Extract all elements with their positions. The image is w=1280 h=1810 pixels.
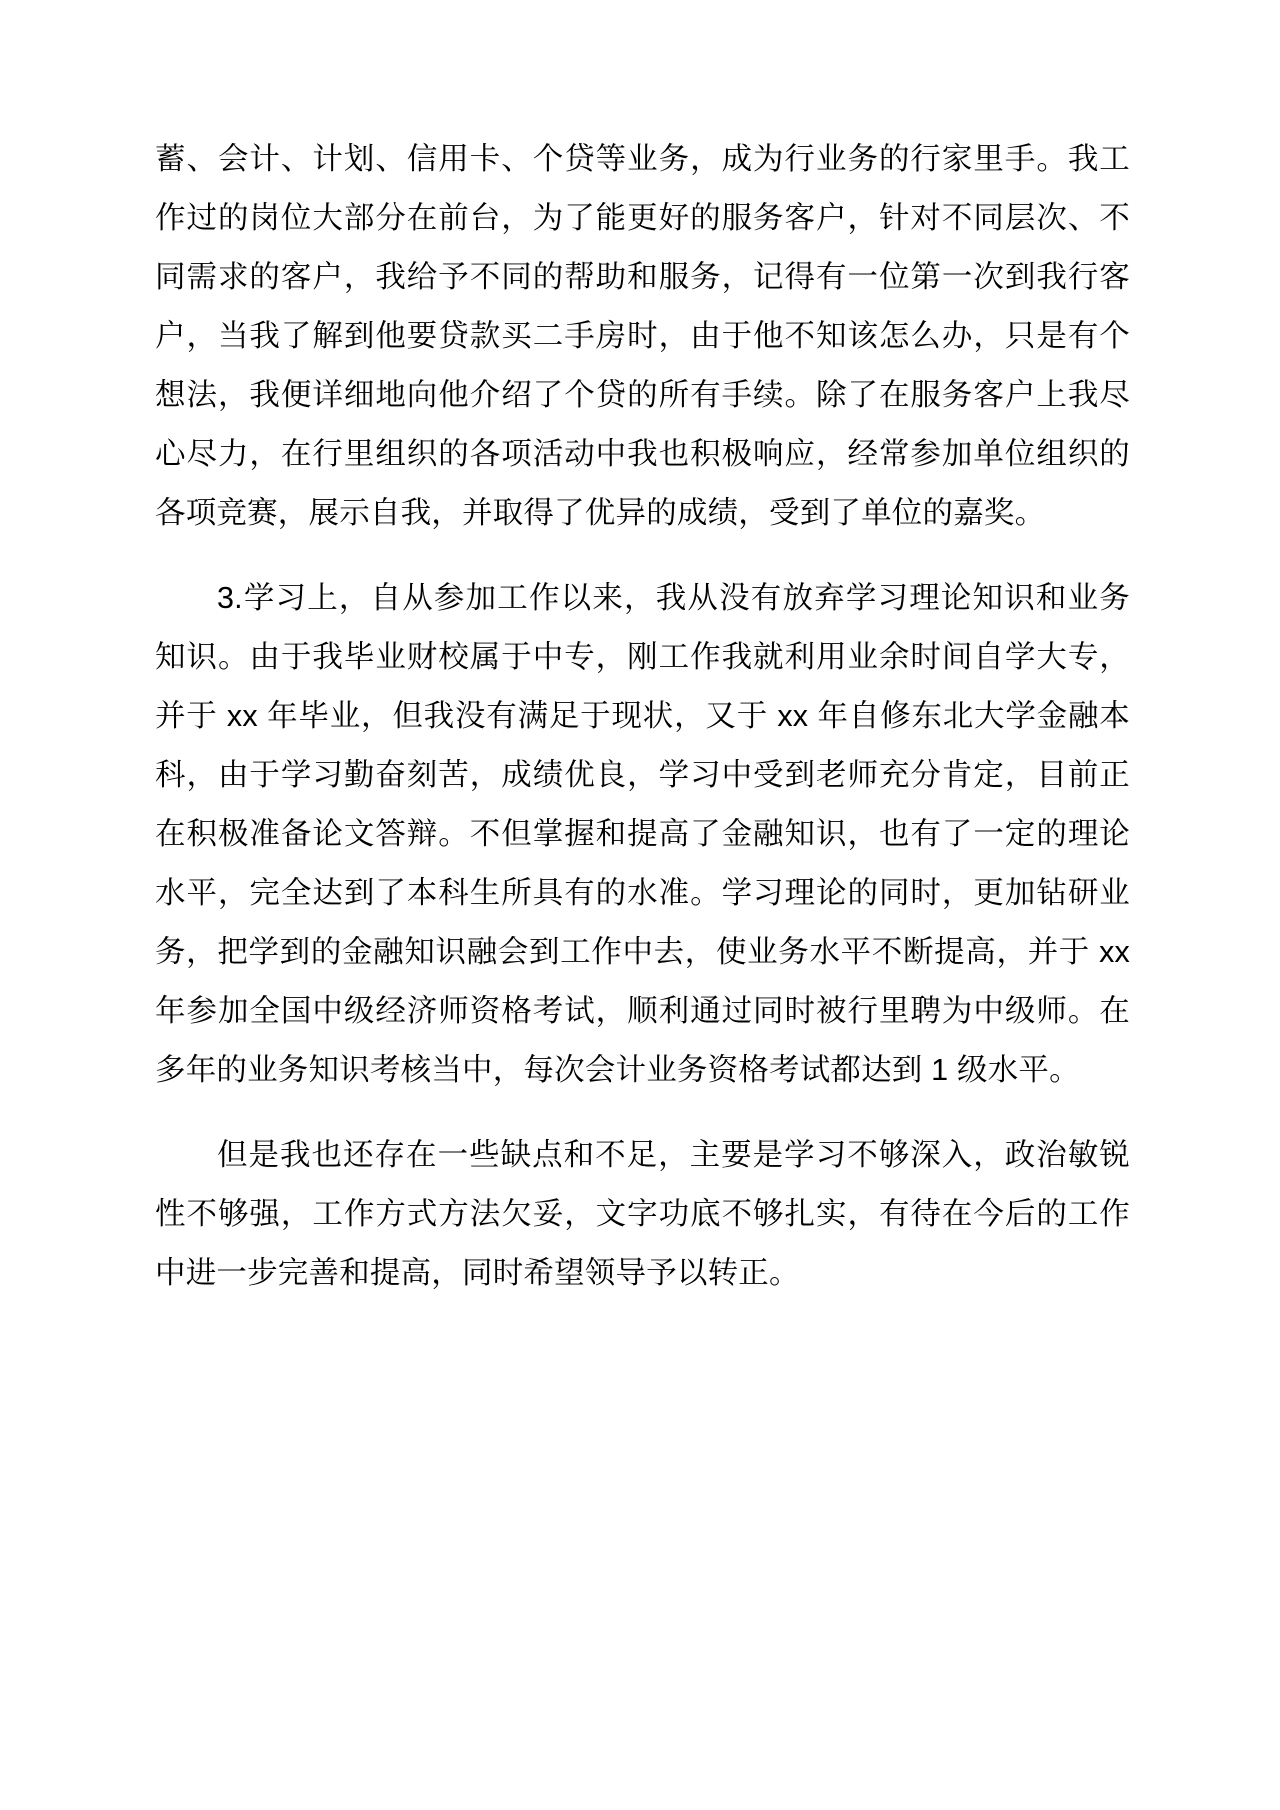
paragraph-3: 但是我也还存在一些缺点和不足，主要是学习不够深入，政治敏锐性不够强，工作方式方法欠妥，文字功底不够扎实，有待在今后的工作中进一步完善和提高，同时希望领导予以转正。 [155,1138,1130,1290]
paragraph-1: 蓄、会计、计划、信用卡、个贷等业务，成为行业务的行家里手。我工作过的岗位大部分在前台，为了能更好的服务客户，针对不同层次、不同需求的客户，我给予不同的帮助和服务，记得有一位第一次到我行客户，当我了解到他要贷款买二手房时，由于他不知该怎么办，只是有个想法，我便详细地向他介绍了个贷的所有手续。除了在服务客户上我尽心尽力，在行里组织的各项活动中我也积极响应，经常参加单位组织的各项竞赛，展示自我，并取得了优异的成绩，受到了单位的嘉奖。 [155,142,1130,530]
paragraph-2: 3.学习上，自从参加工作以来，我从没有放弃学习理论知识和业务知识。由于我毕业财校属于中专，刚工作我就利用业余时间自学大专，并于 xx 年毕业，但我没有满足于现状，又于 xx 年自修东北大学金融本科，由于学习勤奋刻苦，成绩优良，学习中受到老师充分肯定，目前正在积极准备论文答辩。不但掌握和提高了金融知识，也有了一定的理论水平，完全达到了本科生所具有的水准。学习理论的同时，更加钻研业务，把学到的金融知识融会到工作中去，使业务水平不断提高，并于 xx 年参加全国中级经济师资格考试，顺利通过同时被行里聘为中级师。在多年的业务知识考核当中，每次会计业务资格考试都达到 1 级水平。 [155,581,1130,1087]
document-body [155,130,1130,1303]
